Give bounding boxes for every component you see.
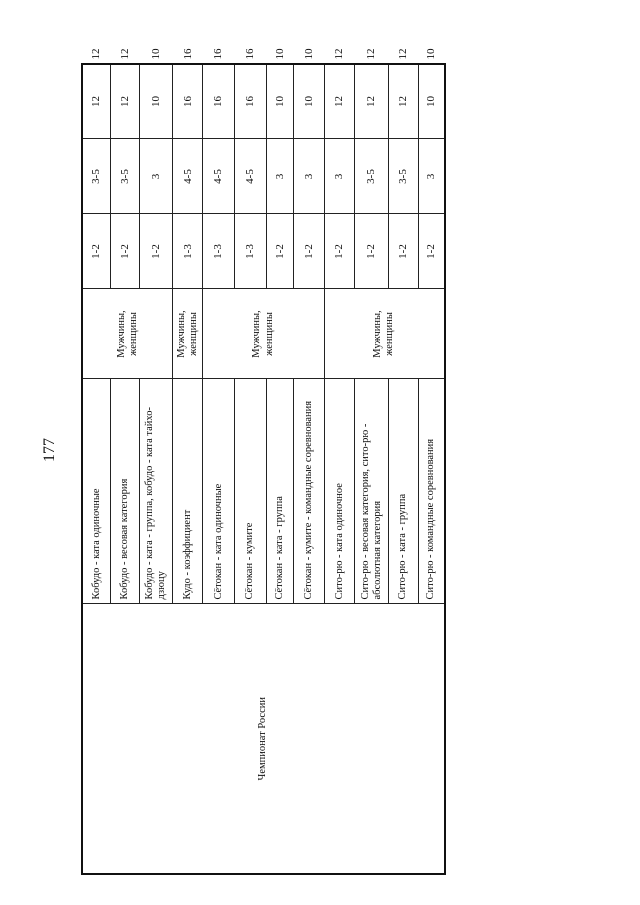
table-row: Сётокан - кумите 1-3 4-5 16 16 — [234, 64, 266, 874]
rotated-table-container — [81, 48, 446, 875]
places-cell: 1-2 — [139, 214, 173, 289]
table-row: Кудо - коэффициент Мужчины, женщины 1-3 4-5 16 16 — [173, 64, 203, 874]
gender-cell: Мужчины, женщины — [82, 289, 173, 379]
places-cell: 1-3 — [173, 214, 203, 289]
range-cell: 4-5 — [173, 139, 203, 214]
discipline-cell: Сётокан - кумите - командные соревнования — [294, 379, 325, 604]
value-a-cell: 12 — [82, 64, 111, 139]
discipline-cell: Сётокан - ката - группа — [266, 379, 294, 604]
table-row: Сито-рю - командные соревнования 1-2 3 10 10 — [418, 64, 445, 874]
value-a-cell: 12 — [389, 64, 419, 139]
range-cell: 4-5 — [234, 139, 266, 214]
discipline-cell: Кудо - коэффициент — [173, 379, 203, 604]
table-row: Кобудо - весовая категория 1-2 3-5 12 12 — [111, 64, 140, 874]
places-cell: 1-2 — [266, 214, 294, 289]
discipline-cell: Сётокан - ката одиночные — [203, 379, 235, 604]
value-a-cell: 16 — [234, 64, 266, 139]
table-row: Чемпионат России Кобудо - ката одиночные Мужчины, женщины 1-2 3-5 12 12 — [82, 64, 111, 874]
discipline-cell: Кобудо - ката - группа, кобудо - ката тайхо-дзюцу — [139, 379, 173, 604]
gender-cell: Мужчины, женщины — [324, 289, 445, 379]
value-a-cell: 12 — [355, 64, 389, 139]
value-a-cell: 16 — [173, 64, 203, 139]
places-cell: 1-2 — [389, 214, 419, 289]
range-cell: 3 — [139, 139, 173, 214]
gender-cell: Мужчины, женщины — [173, 289, 203, 379]
range-cell: 3 — [294, 139, 325, 214]
range-cell: 3 — [418, 139, 445, 214]
places-cell: 1-2 — [294, 214, 325, 289]
value-a-cell: 16 — [203, 64, 235, 139]
competition-cell: Чемпионат России — [82, 604, 445, 874]
places-cell: 1-2 — [82, 214, 111, 289]
table-row: Сётокан - кумите - командные соревнования 1-2 3 10 10 — [294, 64, 325, 874]
value-a-cell: 10 — [294, 64, 325, 139]
places-cell: 1-2 — [111, 214, 140, 289]
gender-cell: Мужчины, женщины — [203, 289, 325, 379]
places-cell: 1-3 — [234, 214, 266, 289]
sports-table — [81, 48, 446, 875]
range-cell: 3-5 — [111, 139, 140, 214]
places-cell: 1-2 — [355, 214, 389, 289]
discipline-cell: Сито-рю - ката одиночное — [324, 379, 355, 604]
range-cell: 4-5 — [203, 139, 235, 214]
discipline-cell: Сётокан - кумите — [234, 379, 266, 604]
value-a-cell: 12 — [111, 64, 140, 139]
range-cell: 3 — [324, 139, 355, 214]
range-cell: 3 — [266, 139, 294, 214]
table-row: Сётокан - ката одиночные Мужчины, женщины 1-3 4-5 16 16 — [203, 64, 235, 874]
places-cell: 1-2 — [418, 214, 445, 289]
range-cell: 3-5 — [389, 139, 419, 214]
discipline-cell: Кобудо - весовая категория — [111, 379, 140, 604]
table-row: Сито-рю - весовая категория, сито-рю - абсолютная категория 1-2 3-5 12 12 — [355, 64, 389, 874]
page-number: 177 — [41, 438, 58, 462]
places-cell: 1-3 — [203, 214, 235, 289]
table-row: Сито-рю - ката одиночное Мужчины, женщины 1-2 3 12 12 — [324, 64, 355, 874]
table-row: Сётокан - ката - группа 1-2 3 10 10 — [266, 64, 294, 874]
discipline-cell: Сито-рю - весовая категория, сито-рю - абсолютная категория — [355, 379, 389, 604]
value-a-cell: 10 — [139, 64, 173, 139]
value-a-cell: 10 — [418, 64, 445, 139]
range-cell: 3-5 — [82, 139, 111, 214]
range-cell: 3-5 — [355, 139, 389, 214]
discipline-cell: Сито-рю - ката - группа — [389, 379, 419, 604]
value-a-cell: 12 — [324, 64, 355, 139]
table-row: Кобудо - ката - группа, кобудо - ката тайхо-дзюцу 1-2 3 10 10 — [139, 64, 173, 874]
discipline-cell: Кобудо - ката одиночные — [82, 379, 111, 604]
value-a-cell: 10 — [266, 64, 294, 139]
places-cell: 1-2 — [324, 214, 355, 289]
discipline-cell: Сито-рю - командные соревнования — [418, 379, 445, 604]
table-row: Сито-рю - ката - группа 1-2 3-5 12 12 — [389, 64, 419, 874]
